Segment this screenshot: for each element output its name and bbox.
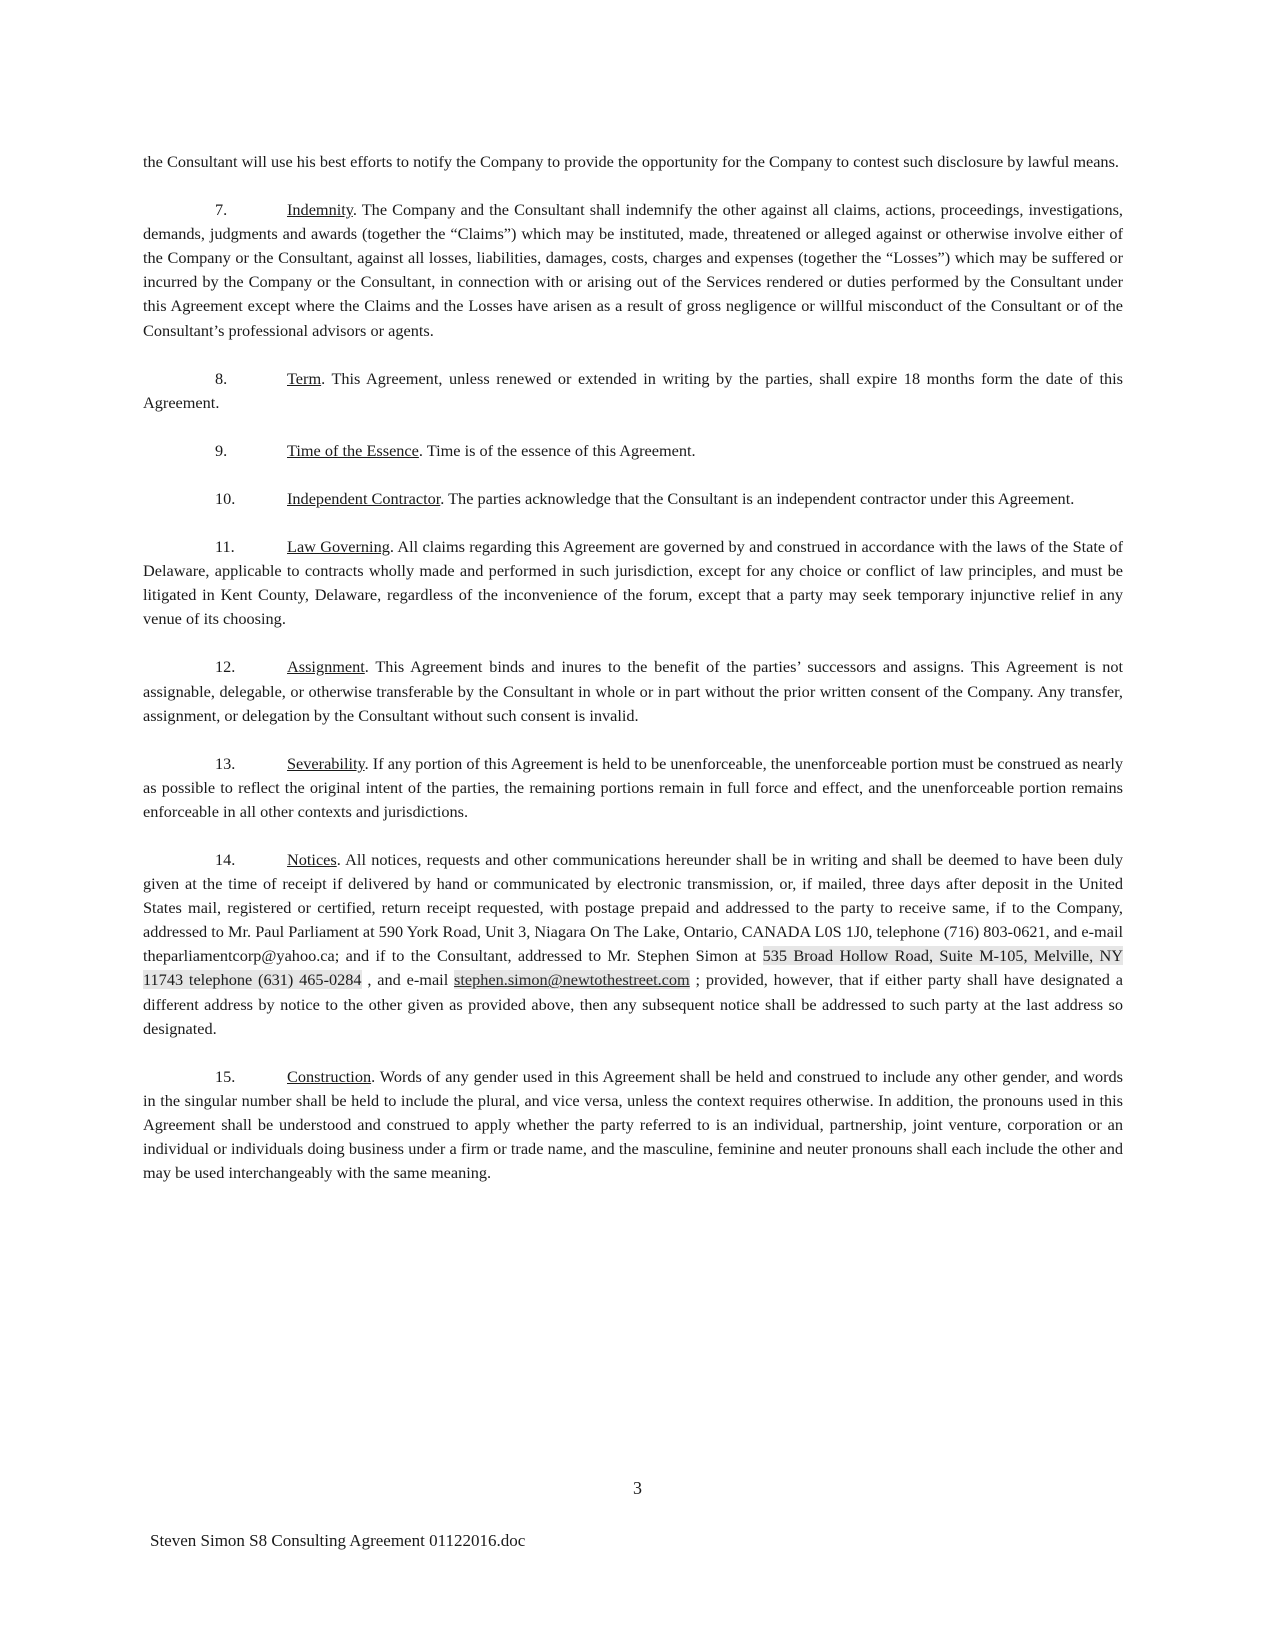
clause-indemnity — [143, 198, 1123, 343]
consultant-address: 535 Broad Hollow Road, Suite M-105, Melville, NY 11743 telephone (631) 465-0284 — [143, 946, 1123, 990]
clause-heading: Assignment — [287, 657, 365, 677]
clause-heading: Severability — [287, 753, 365, 773]
clause-law-governing — [143, 535, 1123, 631]
clause-heading: Law Governing — [287, 537, 390, 557]
clause-body: . All notices, requests and other communications hereunder shall be in writing and shall be deemed to have been duly given at the time of receipt if delivered by hand or communicated by electronic transmission, or, if mailed, three days after deposit in the United States mail, registered or certified, return receipt requested, with postage prepaid and addressed to the party to receive same, if to the Company, addressed to Mr. Paul Parliament at 590 York Road, Unit 3, Niagara On The Lake, Ontario, CANADA L0S 1J0, telephone (716) 803-0621, and e-mail theparliamentcorp@yahoo.ca; and if to the Consultant, addressed to Mr. Stephen Simon at — [143, 849, 1123, 966]
clause-body: . This Agreement binds and inures to the benefit of the parties’ successors and assigns. This Agreement is not assignable, delegable, or otherwise transferable by the Consultant in whole or in part without the prior written consent of the Company. Any transfer, assignment, or delegation by the Consultant without such consent is invalid. — [143, 657, 1123, 725]
clause-construction — [143, 1065, 1123, 1185]
document-body — [143, 150, 1123, 1209]
clause-number: 15. — [215, 1066, 236, 1086]
clause-number: 13. — [215, 753, 236, 773]
clause-number: 8. — [215, 368, 228, 388]
clause-body: . This Agreement, unless renewed or extended in writing by the parties, shall expire 18 months form the date of this Agreement. — [143, 368, 1123, 412]
clause-number: 11. — [215, 537, 235, 557]
intro-paragraph: the Consultant will use his best efforts to notify the Company to provide the opportunity for the Company to contest such disclosure by lawful means. — [143, 152, 1119, 171]
clause-heading: Independent Contractor — [287, 488, 441, 508]
clause-body-end: ; provided, however, that if either party shall have designated a different address by notice to the other given as provided above, then any subsequent notice shall be addressed to such party at the last address so designated. — [143, 970, 1123, 1038]
clause-body: . All claims regarding this Agreement are governed by and construed in accordance with the laws of the State of Delaware, applicable to contracts wholly made and performed in such jurisdiction, except for any choice or conflict of law principles, and must be litigated in Kent County, Delaware, regardless of the inconvenience of the forum, except that a party may seek temporary injunctive relief in any venue of its choosing. — [143, 537, 1123, 629]
clause-notices — [143, 848, 1123, 1041]
clause-body: . Words of any gender used in this Agreement shall be held and construed to include any other gender, and words in the singular number shall be held to include the plural, and vice versa, unless the context requires otherwise. In addition, the pronouns used in this Agreement shall be understood and construed to apply whether the party referred to is an individual, partnership, joint venture, corporation or an individual or individuals doing business under a firm or trade name, and the masculine, feminine and neuter pronouns shall each include the other and may be used interchangeably with the same meaning. — [143, 1066, 1123, 1183]
clause-heading: Notices — [287, 849, 337, 869]
consultant-email-link[interactable]: stephen.simon@newtothestreet.com — [454, 970, 690, 990]
page-number: 3 — [633, 1478, 642, 1498]
clause-body-continued: , and e-mail — [361, 970, 455, 990]
clause-severability — [143, 752, 1123, 824]
clause-body: . If any portion of this Agreement is held to be unenforceable, the unenforceable portion must be construed as nearly as possible to reflect the original intent of the parties, the remaining portions remain in full force and effect, and the unenforceable portion remains enforceable in all other contexts and jurisdictions. — [143, 753, 1123, 821]
clause-heading: Time of the Essence — [287, 440, 419, 460]
clause-body: . Time is of the essence of this Agreement. — [418, 440, 696, 460]
clause-body: . The Company and the Consultant shall indemnify the other against all claims, actions, proceedings, investigations, demands, judgments and awards (together the “Claims”) which may be instituted, made, threatened or alleged against or otherwise involve either of the Company or the Consultant, against all losses, liabilities, damages, costs, charges and expenses (together the “Losses”) which may be suffered or incurred by the Company or the Consultant, in connection with or arising out of the Services rendered or duties performed by the Consultant under this Agreement except where the Claims and the Losses have arisen as a result of gross negligence or willful misconduct of the Consultant or of the Consultant’s professional advisors or agents. — [143, 200, 1123, 340]
document-footer: Steven Simon S8 Consulting Agreement 01122016.doc — [150, 1531, 526, 1550]
clause-number: 7. — [215, 200, 228, 220]
clause-number: 10. — [215, 488, 236, 508]
clause-time-of-essence — [143, 439, 1123, 463]
clause-body: . The parties acknowledge that the Consultant is an independent contractor under this Agreement. — [440, 488, 1075, 508]
clause-heading: Indemnity — [287, 200, 353, 220]
clause-independent-contractor — [143, 487, 1123, 511]
clause-number: 14. — [215, 849, 236, 869]
clause-number: 9. — [215, 440, 228, 460]
clause-number: 12. — [215, 657, 236, 677]
clause-assignment — [143, 655, 1123, 727]
clause-heading: Construction — [287, 1066, 372, 1086]
clause-heading: Term — [287, 368, 322, 388]
clause-term — [143, 367, 1123, 415]
